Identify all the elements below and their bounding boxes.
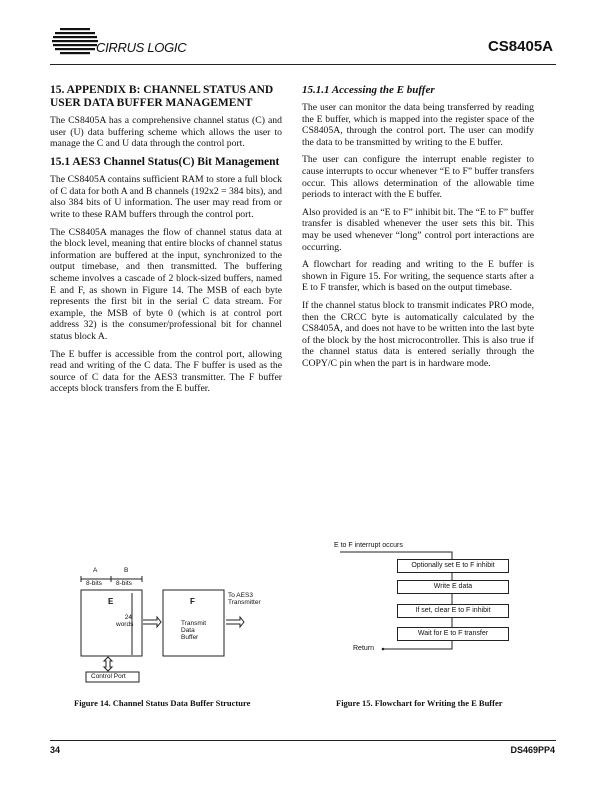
flow-step: Optionally set E to F inhibit: [397, 559, 509, 573]
header-rule: [50, 64, 556, 65]
cirrus-logo: [52, 26, 252, 56]
words-label: 24 words: [116, 614, 134, 628]
flow-step: Write E data: [397, 580, 509, 594]
section-heading: 15. APPENDIX B: CHANNEL STATUS AND USER DATA BUFFER MANAGEMENT: [50, 84, 274, 109]
buffer-f-label: F: [190, 597, 195, 606]
paragraph: The user can monitor the data being transferred by reading the E buffer, which is mapped into the register space of the CS8405A, through the control port. The user can modify the data to be transmitted by writing to the E buffer.: [302, 102, 534, 148]
paragraph: The CS8405A manages the flow of channel status data at the block level, meaning that entire blocks of channel status information are buffered at the input, synchronized to the output timebase, and then transmitted. The buffering scheme involves a cascade of 2 block-sized buffers, named E and F, as shown in Figure 14. The MSB of each byte represents the first bit in the serial C data stream. For example, the MSB of byte 0 (which is at control port address 32) is the consumer/professional bit for channel status block A.: [50, 226, 282, 342]
figure-14-diagram: [60, 565, 300, 695]
subsection-heading: 15.1 AES3 Channel Status(C) Bit Management: [50, 155, 280, 168]
buffer-e-label: E: [108, 597, 114, 606]
figure-15-flowchart: [320, 540, 540, 670]
paragraph: The CS8405A contains sufficient RAM to store a full block of C data for both A and B channels (192x2 = 384 bits), and also 384 bits of U information. The user may read from or write to these RAM buffers through the control port.: [50, 174, 283, 221]
label-a-bits: 8-bits: [86, 580, 102, 587]
doc-title: CS8405A: [487, 38, 553, 55]
figure-14-caption: Figure 14. Channel Status Data Buffer Structure: [74, 698, 251, 708]
paragraph: The E buffer is accessible from the control port, allowing read and writing of the C data. The F buffer is used as the source of C data for the AES3 transmitter. The F buffer accepts block transfers from the E buffer.: [50, 348, 282, 395]
figure-15-caption: Figure 15. Flowchart for Writing the E Buffer: [336, 698, 503, 708]
to-transmitter-label: To AES3 Transmitter: [228, 592, 261, 606]
label-b-bits: 8-bits: [116, 580, 132, 587]
paragraph: The CS8405A has a comprehensive channel status (C) and user (U) data buffering scheme which allows the user to manage the C and U data through the control port.: [50, 115, 282, 150]
paragraph: If the channel status block to transmit indicates PRO mode, then the CRCC byte is automatically calculated by the CS8405A, and does not have to be written into the last byte of the block by the host microcontroller. This is also true if the channel status data is entered serially through the COPY/C pin when the part is in hardware mode.: [302, 299, 534, 369]
paragraph: A flowchart for reading and writing to the E buffer is shown in Figure 15. For writing, the sequence starts after a E to F transfer, which is based on the output timebase.: [302, 259, 534, 294]
control-port-label: Control Port: [91, 673, 126, 680]
buffer-f-desc: Transmit Data Buffer: [181, 620, 207, 641]
logo-text: CIRRUS LOGIC: [96, 40, 187, 55]
flow-end: Return: [353, 645, 375, 652]
label-b: B: [124, 567, 129, 574]
left-column: [50, 84, 282, 401]
footer-rule: [50, 740, 556, 741]
subsubsection-heading: 15.1.1 Accessing the E buffer: [302, 84, 435, 96]
doc-id: DS469PP4: [510, 745, 555, 755]
flow-step: Wait for E to F transfer: [397, 627, 509, 641]
paragraph: Also provided is an “E to F” inhibit bit. The “E to F” buffer transfer is disabled whenever the user sets this bit. This may be used whenever “long” control port interactions are occurring.: [302, 206, 534, 253]
paragraph: The user can configure the interrupt enable register to cause interrupts to occur whenever “E to F” buffer transfers occur. This allows determination of the allowable time periods to interact with the E buffer.: [302, 154, 534, 201]
label-a: A: [93, 567, 98, 574]
page-number: 34: [50, 745, 61, 755]
flow-step: If set, clear E to F inhibit: [397, 604, 509, 618]
right-column: [302, 84, 534, 375]
flow-start: E to F interrupt occurs: [334, 542, 403, 549]
